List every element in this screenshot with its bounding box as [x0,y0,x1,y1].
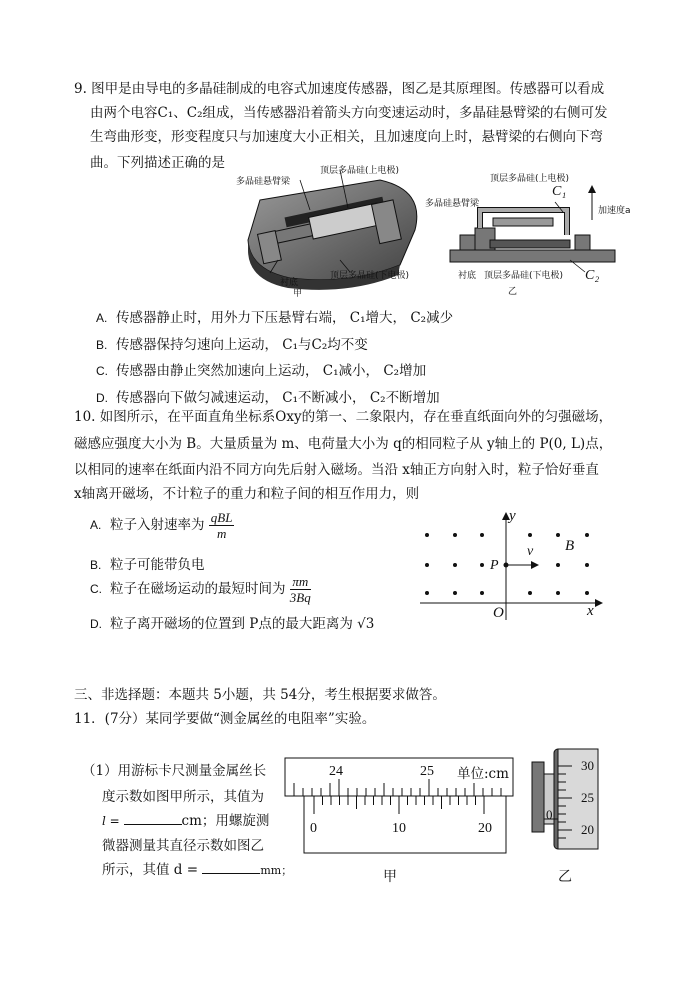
q9-line-2: 由两个电容C₁、C₂组成，当传感器沿着箭头方向变速运动时，多晶硅悬臂梁的右侧可发 [90,105,608,121]
jia-label-top: 顶层多晶硅(上电极) [320,166,400,176]
jia-caption: 甲 [293,289,303,299]
length-answer-blank[interactable] [124,824,182,825]
jia-label-bottom: 顶层多晶硅(下电极) [330,271,410,281]
q11-title: 11．(7分）某同学要做“测金属丝的电阻率”实验。 [74,711,376,727]
yi-label-bottom: 顶层多晶硅(下电极) [484,271,564,281]
q11-part1-line-6: 所示，其值 d = mm； [102,862,293,878]
q9-line-3: 生弯曲形变，形变程度只与加速度大小正相关，且加速度向上时，悬臂梁的右侧向下弯 [90,129,603,145]
q11-part1-line-2: 度示数如图甲所示，其值为 [102,789,264,805]
yi-caption: 乙 [508,287,518,297]
q9-line-1: 9. 图甲是由导电的多晶硅制成的电容式加速度传感器，图乙是其原理图。传感器可以看成 [74,81,605,97]
q11-part1-line-5: 微器测量其直径示数如图乙 [102,838,264,854]
caliper-caption: 甲 [383,869,397,885]
caliper-main-label-24: 24 [329,764,343,779]
caliper-vernier-label-0: 0 [310,821,317,836]
yi-label-top: 顶层多晶硅(上电极) [490,174,570,184]
micrometer-frame [532,762,544,832]
cantilever-beam-rect [493,218,553,226]
q10-option-c: C. 粒子在磁场运动的最短时间为 $\frac{\pi m}{3Bq}$ [90,574,311,605]
micrometer [528,744,606,854]
q9-line-4: 曲。下列描述正确的是 [90,155,225,171]
micrometer-label-20: 20 [581,822,594,837]
q10-option-d: D. 粒子离开磁场的位置到 P点的最大距离为 √3 [90,616,375,632]
section-3-heading: 三、非选择题：本题共 5小题，共 54分，考生根据要求做答。 [74,687,446,703]
q11-part1-line-3: l = cm；用螺旋测 [102,813,270,829]
diameter-answer-blank[interactable] [202,873,260,874]
caliper-vernier-label-20: 20 [478,821,492,836]
q10-line-2: 磁感应强度大小为 B。大量质量为 m、电荷量大小为 q的相同粒子从 y轴上的 P(0, L)点， [74,436,613,452]
q9-option-c: C. 传感器由静止突然加速向上运动， C₁减小， C₂增加 [96,363,427,379]
q10-option-b: B. 粒子可能带负电 [90,557,205,573]
q10-label-b: B [565,538,575,554]
bottom-electrode [490,240,570,248]
q9-option-b: B. 传感器保持匀速向上运动， C₁与C₂均不变 [96,337,368,353]
caliper-unit: 单位:cm [457,766,509,782]
substrate-rect [450,250,615,262]
caliper-main-label-25: 25 [420,764,434,779]
yi-label-c2: C₂ [585,268,600,283]
q10-label-y: y [509,508,516,524]
q10-label-o: O [493,605,504,621]
q10-label-v: v [527,544,534,559]
q10-line-4: x轴离开磁场，不计粒子的重力和粒子间的相互作用力，则 [74,486,420,502]
yi-label-c1: C₁ [552,184,567,199]
micrometer-caption: 乙 [558,869,572,885]
q10-line-1: 10. 如图所示，在平面直角坐标系Oxy的第一、二象限内，存在垂直纸面向外的匀强磁场， [74,409,613,425]
q10-label-x: x [587,603,594,619]
yi-label-base: 衬底 [458,271,477,281]
jia-label-beam: 多晶硅悬臂梁 [236,177,291,187]
caliper-vernier-label-10: 10 [392,821,406,836]
q11-part1-line-1: （1）用游标卡尺测量金属丝长 [82,763,267,779]
q10-label-p: P [490,558,499,573]
q9-option-d: D. 传感器向下做匀减速运动， C₁不断减小， C₂不断增加 [96,390,440,406]
yi-label-beam: 多晶硅悬臂梁 [425,199,480,209]
q10-option-a: A. 粒子入射速率为 $\frac{\text{qBL}}{m}$ [90,510,233,541]
yi-label-accel: 加速度a [598,206,631,216]
jia-label-base: 衬底 [280,278,299,288]
q10-line-3: 以相同的速率在纸面内沿不同方向先后射入磁场。当沿 x轴正方向射入时，粒子恰好垂直 [74,462,599,478]
q10-figure [415,510,610,625]
micrometer-label-30: 30 [581,758,594,773]
micrometer-zero-label: 0 [546,807,553,822]
micrometer-label-25: 25 [581,790,594,805]
q9-option-a: A. 传感器静止时，用外力下压悬臂右端， C₁增大， C₂减少 [96,310,454,326]
